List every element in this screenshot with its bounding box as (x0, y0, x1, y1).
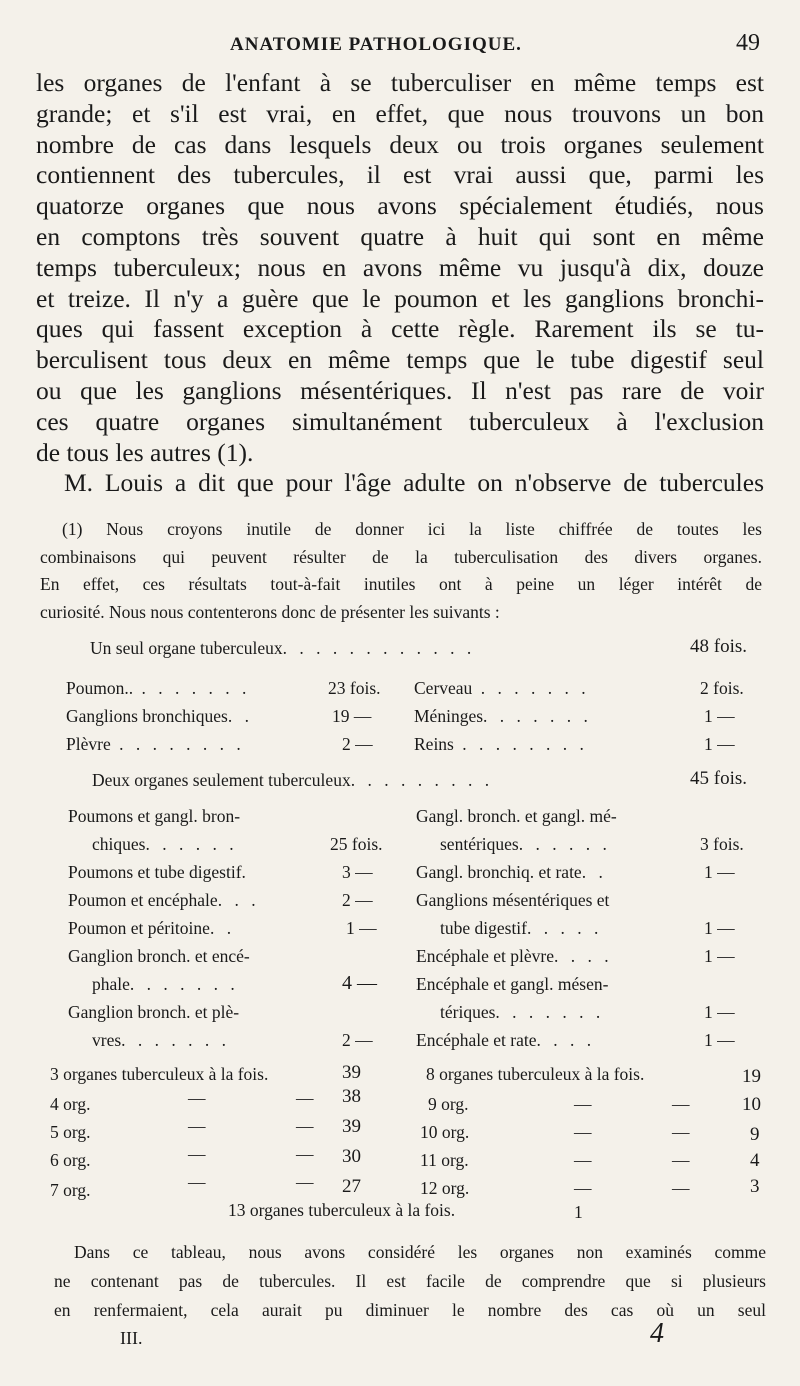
pair-label-text: Encéphale et rate (416, 1030, 537, 1050)
pair-label-text: Encéphale et plèvre (416, 946, 554, 966)
ditto-mark: — (188, 1144, 206, 1164)
count-value: 39 (342, 1062, 361, 1083)
count-value: 2 — (342, 890, 373, 910)
table-row (66, 678, 250, 699)
count-value: 3 (750, 1176, 760, 1197)
pair-label-row (416, 946, 613, 967)
count-value: 27 (342, 1176, 361, 1197)
table-row (66, 734, 245, 755)
count-value: 2 — (342, 734, 373, 754)
pair-label-text: sentériques (440, 834, 519, 854)
pair-label-text: chiques (92, 834, 146, 854)
organ-label: Poumon.. (66, 678, 134, 698)
leader-dots: . . . . . . . . (453, 734, 588, 754)
ditto-mark: — (574, 1178, 592, 1198)
multi-label: 3 organes tuberculeux à la fois. (50, 1064, 269, 1084)
ditto-mark: — (188, 1088, 206, 1108)
leader-dots: . . . . . . . (129, 974, 239, 994)
ditto-mark: — (296, 1116, 314, 1136)
count-value: 1 — (346, 918, 377, 938)
thirteen-label: 13 organes tuberculeux à la fois. (228, 1200, 456, 1220)
body-line: ces quatre organes simultanément tuberculeux à l'exclusion (36, 406, 764, 436)
count-value: 38 (342, 1086, 361, 1107)
count-value: 1 (574, 1202, 583, 1222)
ditto-mark: — (296, 1088, 314, 1108)
footnote-line: curiosité. Nous nous contenterons donc de présenter les suivants : (40, 601, 500, 622)
leader-dots: . . . . . . . . . . . . (282, 638, 476, 658)
signature-mark: III. (120, 1328, 143, 1348)
two-organ-total: 45 fois. (690, 768, 747, 789)
pair-label-cont (92, 974, 239, 995)
body-line: grande; et s'il est vrai, en effet, que nous trouvons un bon (36, 98, 764, 128)
table-row (414, 706, 592, 727)
count-value: 2 fois. (700, 678, 744, 698)
pair-label-text: phale (92, 974, 130, 994)
count-value: 39 (342, 1116, 361, 1137)
closing-line: ne contenant pas de tubercules. Il est facile de comprendre que si plusieurs (54, 1271, 766, 1291)
leader-dots: . . . . . . . (133, 678, 251, 698)
pair-label-text: tériques (440, 1002, 496, 1022)
count-value: 25 fois. (330, 834, 383, 854)
pair-label: Ganglion bronch. et plè- (68, 1002, 240, 1022)
multi-label: 6 org. (50, 1150, 91, 1170)
pair-label-cont (92, 834, 238, 855)
pair-label-row (68, 890, 260, 911)
count-value: 23 fois. (328, 678, 381, 698)
multi-label: 12 org. (420, 1178, 470, 1198)
ditto-mark: — (188, 1172, 206, 1192)
body-line: berculisent tous deux en même temps que le tube digestif seul (36, 345, 764, 375)
pair-label-cont (92, 1030, 230, 1051)
count-value: 1 — (704, 734, 735, 754)
organ-label: Plèvre (66, 734, 111, 754)
count-value: 30 (342, 1146, 361, 1167)
pair-label-cont (440, 918, 602, 939)
table-row (66, 706, 253, 727)
pair-label: Ganglions mésentériques et (416, 890, 610, 910)
leader-dots: . . . . . . . (495, 1002, 605, 1022)
leader-dots: . . . . (553, 946, 613, 966)
body-line: de tous les autres (1). (36, 437, 254, 467)
pair-label: Poumons et tube digestif. (68, 862, 246, 882)
leader-dots: . . . . . . (145, 834, 238, 854)
count-value: 1 — (704, 862, 735, 882)
footnote-line: (1) Nous croyons inutile de donner ici la liste chiffrée de toutes les (62, 519, 762, 539)
ditto-mark: — (574, 1094, 592, 1114)
pair-label-text: vres (92, 1030, 122, 1050)
count-value: 1 — (704, 706, 735, 726)
ditto-mark: — (296, 1172, 314, 1192)
count-value: 1 — (704, 918, 735, 938)
sheet-number: 4 (650, 1318, 664, 1349)
pair-label-text: Poumon et péritoine (68, 918, 210, 938)
leader-dots: . . . . . . (518, 834, 611, 854)
body-line: nombre de cas dans lesquels deux ou trois organes seulement (36, 129, 764, 159)
count-value: 3 — (342, 862, 373, 882)
leader-dots: . . (227, 706, 253, 726)
body-line: et treize. Il n'y a guère que le poumon et les ganglions bronchi- (36, 283, 764, 313)
count-value: 1 — (704, 946, 735, 966)
leader-dots: . . . . . . . . (110, 734, 245, 754)
multi-label: 5 org. (50, 1122, 91, 1142)
count-value: 19 — (332, 706, 372, 726)
page-number: 49 (736, 30, 760, 56)
footnote-line: combinaisons qui peuvent résulter de la tuberculisation des divers organes. (40, 546, 762, 567)
leader-dots: . . . . . . . (472, 678, 590, 698)
pair-label-text: Gangl. bronchiq. et rate (416, 862, 582, 882)
table-row (414, 734, 588, 755)
count-value: 9 (750, 1124, 760, 1145)
multi-label: 9 org. (428, 1094, 469, 1114)
pair-label-row (416, 1030, 595, 1051)
count-value: 2 — (342, 1030, 373, 1050)
ditto-mark: — (672, 1122, 690, 1142)
organ-label: Méninges (414, 706, 484, 726)
organ-label: Cerveau (414, 678, 473, 698)
leader-dots: . . (581, 862, 607, 882)
leader-dots: . . . . . . . (121, 1030, 231, 1050)
multi-label: 11 org. (420, 1150, 469, 1170)
ditto-mark: — (188, 1116, 206, 1136)
leader-dots: . . . . . . . (483, 706, 592, 726)
multi-label: 7 org. (50, 1180, 91, 1200)
one-organ-label: Un seul organe tuberculeux (90, 638, 283, 658)
footnote-line: En effet, ces résultats tout-à-fait inutiles ont à peine un léger intérêt de (40, 574, 762, 594)
pair-label-cont (440, 834, 611, 855)
closing-paragraph (54, 1238, 766, 1325)
count-value: 4 (750, 1150, 760, 1171)
body-line: les organes de l'enfant à se tuberculiser en même temps est (36, 68, 764, 97)
one-organ-row (90, 638, 475, 659)
pair-label-cont (440, 1002, 604, 1023)
count-value: 1 — (704, 1002, 735, 1022)
leader-dots: . . . (217, 890, 260, 910)
footnote (40, 516, 762, 626)
pair-label-text: tube digestif (440, 918, 527, 938)
ditto-mark: — (296, 1144, 314, 1164)
pair-label-row (68, 918, 235, 939)
two-organ-label: Deux organes seulement tuberculeux (92, 770, 351, 790)
one-organ-total: 48 fois. (690, 636, 747, 657)
organ-label: Ganglions bronchiques (66, 706, 228, 726)
pair-label-row (416, 862, 607, 883)
body-paragraph (36, 68, 764, 499)
body-line: ou que les ganglions mésentériques. Il n'est pas rare de voir (36, 375, 764, 405)
pair-label: Gangl. bronch. et gangl. mé- (416, 806, 617, 826)
body-line: temps tuberculeux; nous en avons même vu jusqu'à dix, douze (36, 252, 764, 282)
count-value: 3 fois. (700, 834, 744, 854)
two-organ-row (92, 770, 493, 791)
ditto-mark: — (574, 1122, 592, 1142)
closing-line: Dans ce tableau, nous avons considéré les organes non examinés comme (74, 1242, 766, 1262)
multi-label: 4 org. (50, 1094, 91, 1114)
ditto-mark: — (672, 1094, 690, 1114)
multi-label: 8 organes tuberculeux à la fois. (426, 1064, 645, 1084)
leader-dots: . . (209, 918, 236, 938)
ditto-mark: — (672, 1178, 690, 1198)
body-line: en comptons très souvent quatre à huit qui sont en même (36, 221, 764, 251)
count-value: 19 (742, 1066, 761, 1087)
leader-dots: . . . . . . . . . (350, 770, 494, 790)
pair-label: Ganglion bronch. et encé- (68, 946, 250, 966)
count-value: 4 — (342, 972, 377, 994)
ditto-mark: — (672, 1150, 690, 1170)
body-line: contiennent des tubercules, il est vrai aussi que, parmi les (36, 160, 764, 190)
multi-label: 10 org. (420, 1122, 470, 1142)
closing-line: en renfermaient, cela aurait pu diminuer le nombre des cas où un seul (54, 1300, 766, 1320)
leader-dots: . . . . (536, 1030, 596, 1050)
body-line: ques qui fassent exception à cette règle. Rarement ils se tu- (36, 314, 764, 344)
leader-dots: . . . . . (527, 918, 603, 938)
louis-line: M. Louis a dit que pour l'âge adulte on n'observe de tubercules (64, 468, 764, 498)
organ-label: Reins (414, 734, 454, 754)
pair-label: Poumons et gangl. bron- (68, 806, 241, 826)
running-title: ANATOMIE PATHOLOGIQUE. (230, 34, 522, 55)
pair-label-text: Poumon et encéphale (68, 890, 218, 910)
count-value: 1 — (704, 1030, 735, 1050)
pair-label: Encéphale et gangl. mésen- (416, 974, 609, 994)
ditto-mark: — (574, 1150, 592, 1170)
table-row (414, 678, 590, 699)
count-value: 10 (742, 1094, 761, 1115)
body-line: quatorze organes que nous avons spécialement étudiés, nous (36, 191, 764, 221)
page-header (0, 30, 800, 60)
